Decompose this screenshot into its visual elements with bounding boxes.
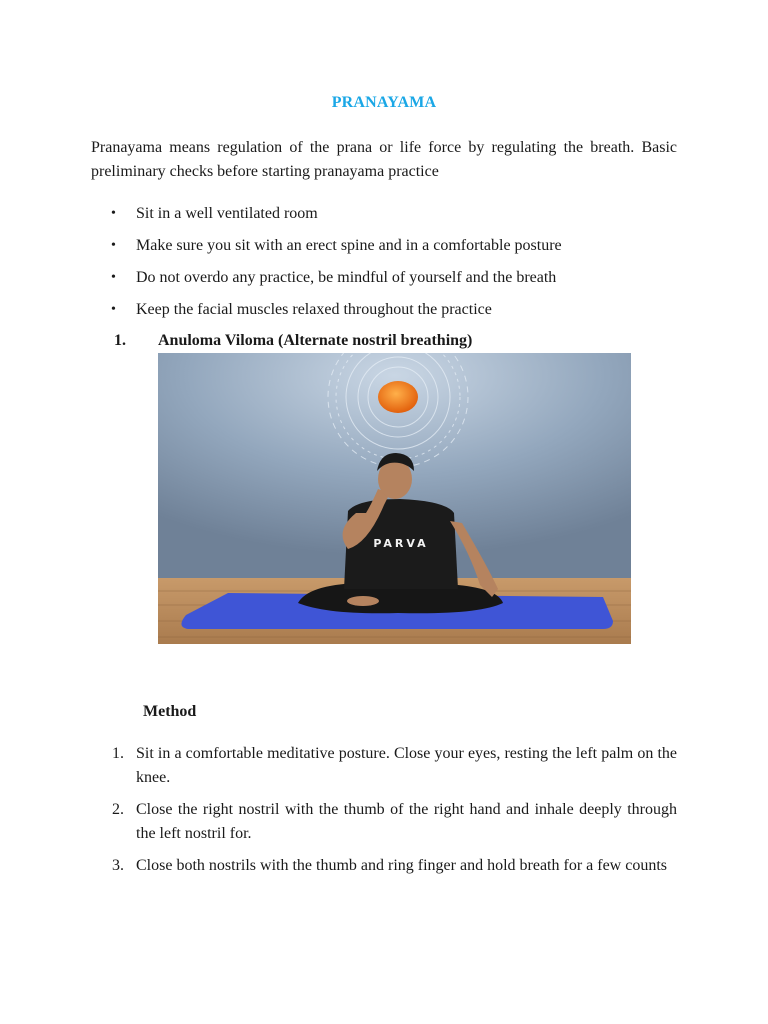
list-item: [112, 742, 677, 790]
section-heading: [114, 329, 472, 353]
step-text: Close both nostrils with the thumb and ring finger and hold breath for a few counts: [136, 857, 668, 874]
list-item: [112, 854, 677, 878]
list-item: • Do not overdo any practice, be mindful of yourself and the breath: [91, 266, 691, 290]
bullet-icon: •: [111, 270, 116, 285]
intro-paragraph: Pranayama means regulation of the prana or life force by regulating the breath. Basic preliminary checks before starting pranayama practice: [91, 139, 677, 180]
list-item: • Sit in a well ventilated room: [91, 202, 691, 226]
list-item: [112, 798, 677, 846]
list-item: • Keep the facial muscles relaxed throughout the practice: [91, 298, 691, 322]
step-number: 3.: [112, 857, 124, 874]
yoga-photo: [158, 353, 631, 644]
step-number: 2.: [112, 801, 124, 818]
bullet-icon: •: [111, 302, 116, 317]
step-number: 1.: [112, 745, 124, 762]
section-title: Anuloma Viloma (Alternate nostril breathing): [158, 332, 473, 349]
method-steps-list: [112, 742, 677, 886]
method-heading: Method: [143, 703, 197, 720]
page-title: PRANAYAMA: [331, 94, 437, 111]
bullet-icon: •: [111, 206, 116, 221]
step-text: Sit in a comfortable meditative posture. Close your eyes, resting the left palm on the knee.: [136, 745, 677, 786]
step-text: Close the right nostril with the thumb of the right hand and inhale deeply through the left nostril for.: [136, 801, 677, 842]
preliminary-checks-list: [91, 202, 691, 330]
section-number: 1.: [114, 332, 126, 349]
shirt-text: PARVA: [373, 537, 429, 550]
list-item: • Make sure you sit with an erect spine and in a comfortable posture: [91, 234, 691, 258]
bullet-icon: •: [111, 238, 116, 253]
